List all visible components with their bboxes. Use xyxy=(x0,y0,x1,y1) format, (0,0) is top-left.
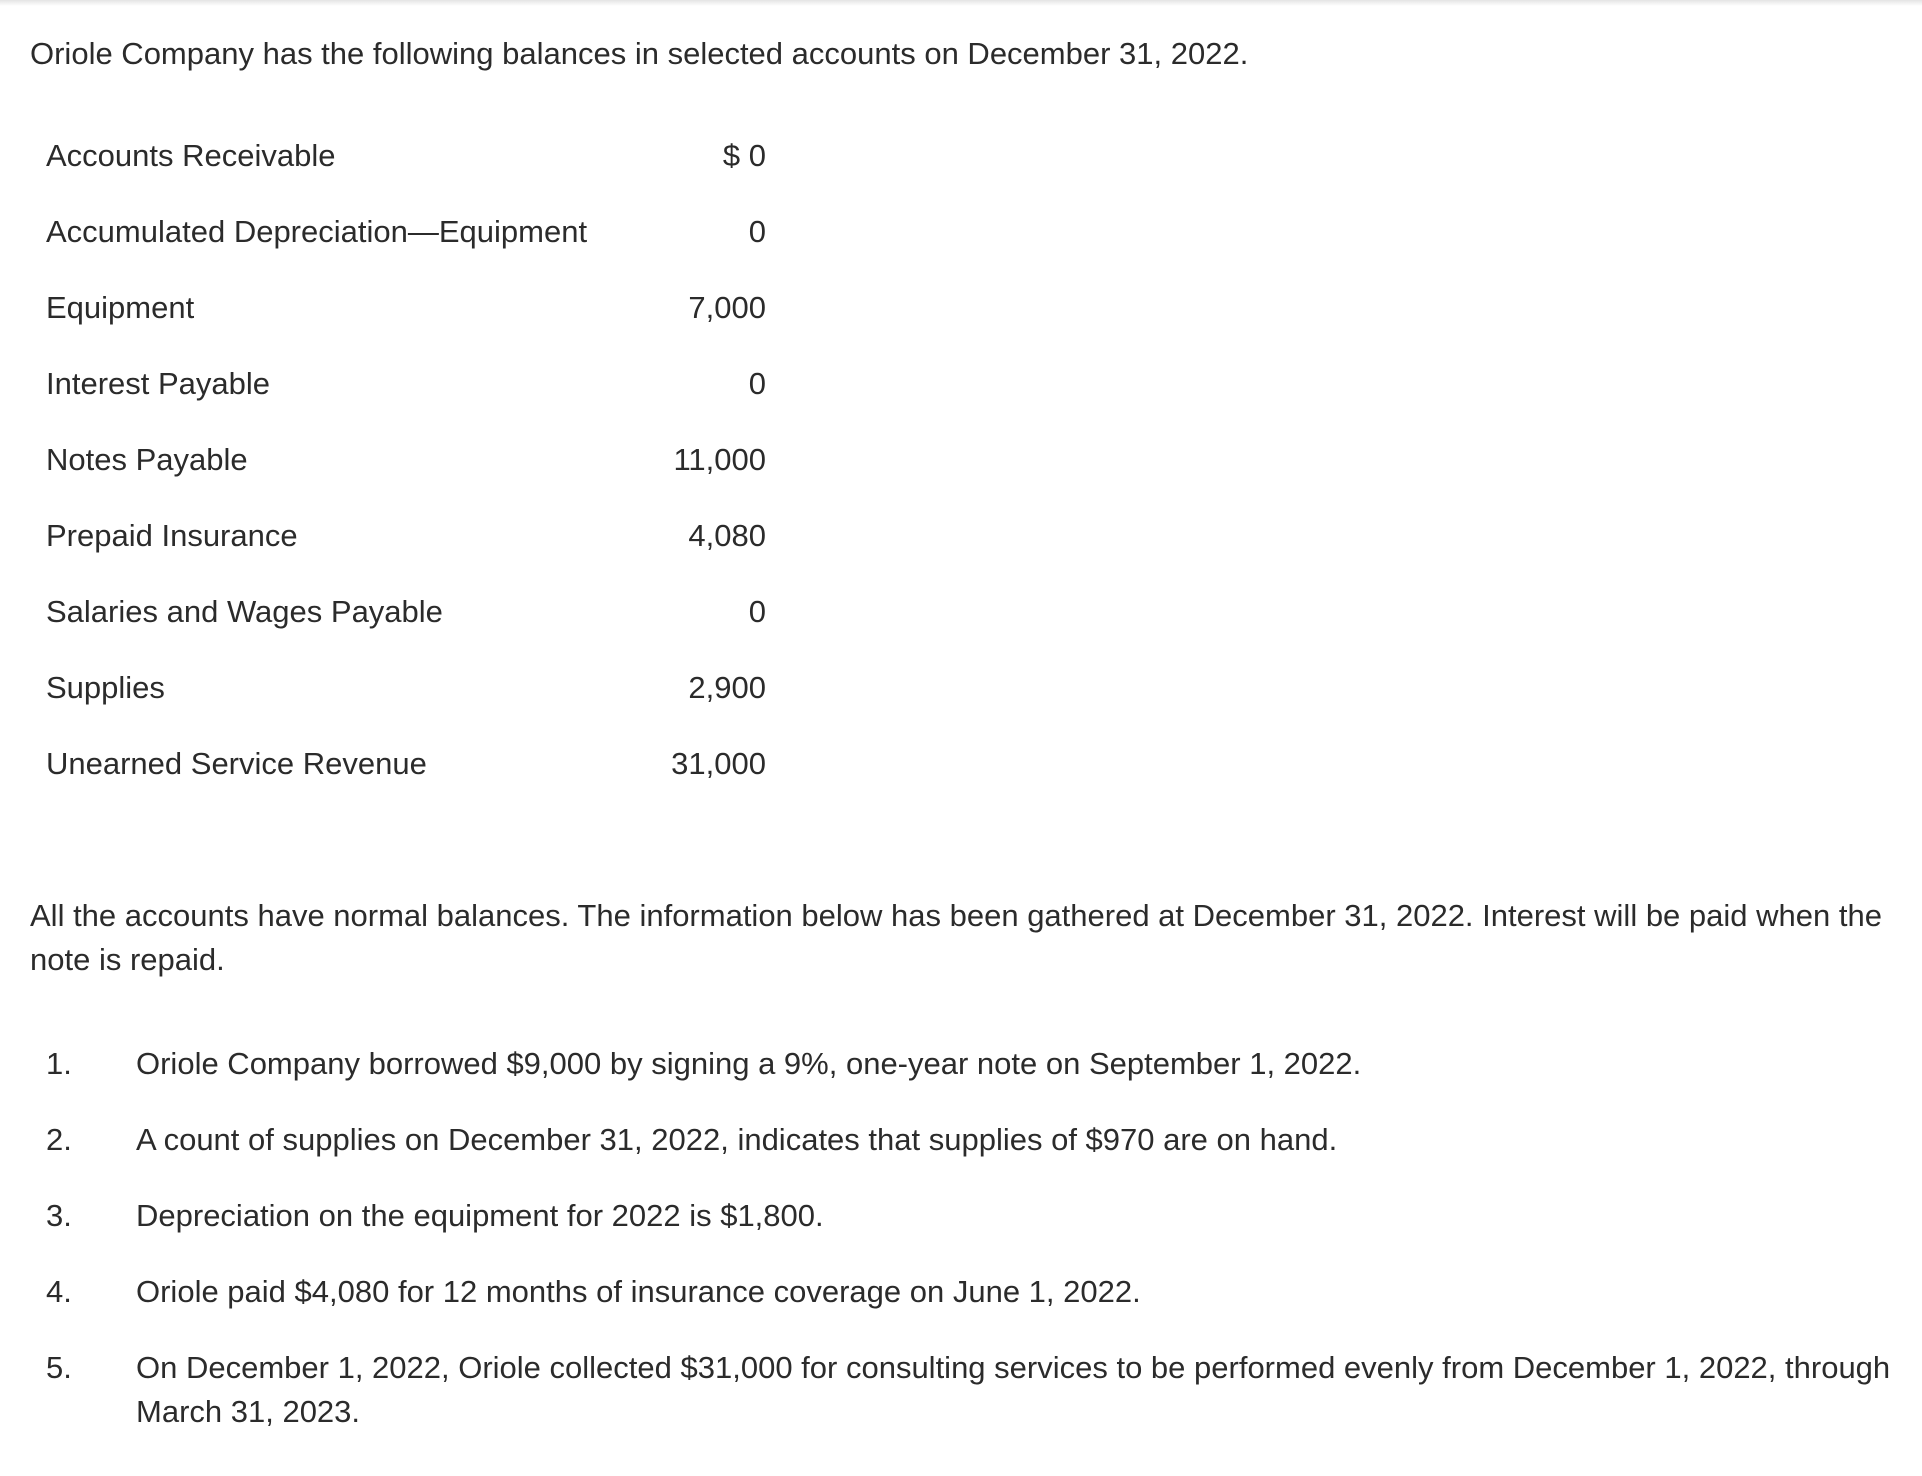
account-name: Interest Payable xyxy=(46,366,271,401)
item-text: Depreciation on the equipment for 2022 is $1,800. xyxy=(136,1198,824,1233)
account-name: Equipment xyxy=(46,290,195,325)
balance-row xyxy=(46,736,766,812)
balance-row xyxy=(46,660,766,736)
account-balance: 2,900 xyxy=(688,670,766,705)
balance-row xyxy=(46,128,766,204)
item-text: A count of supplies on December 31, 2022, indicates that supplies of $970 are on hand. xyxy=(136,1122,1338,1157)
account-name: Accumulated Depreciation—Equipment xyxy=(46,214,588,249)
item-text: Oriole paid $4,080 for 12 months of insurance coverage on June 1, 2022. xyxy=(136,1274,1141,1309)
account-balance: 4,080 xyxy=(688,518,766,553)
balance-row xyxy=(46,508,766,584)
list-item xyxy=(46,1042,1906,1118)
account-balance: 0 xyxy=(748,366,766,401)
balance-row xyxy=(46,584,766,660)
item-number: 3. xyxy=(46,1198,72,1233)
info-note: All the accounts have normal balances. The information below has been gathered at December 31, 2022. Interest will be paid when the note is repaid. xyxy=(30,898,1882,977)
account-balance: 0 xyxy=(748,214,766,249)
account-name: Accounts Receivable xyxy=(46,138,336,173)
balance-row xyxy=(46,204,766,280)
account-balance: $ 0 xyxy=(722,138,766,173)
account-name: Salaries and Wages Payable xyxy=(46,594,443,629)
item-text: On December 1, 2022, Oriole collected $31,000 for consulting services to be performed evenly from December 1, 2022, through March 31, 2023. xyxy=(136,1350,1891,1429)
balances-table xyxy=(46,128,766,812)
balance-row xyxy=(46,280,766,356)
intro-text: Oriole Company has the following balances in selected accounts on December 31, 2022. xyxy=(30,36,1249,71)
balance-row xyxy=(46,432,766,508)
balance-row xyxy=(46,356,766,432)
item-number: 2. xyxy=(46,1122,72,1157)
account-balance: 0 xyxy=(748,594,766,629)
item-number: 5. xyxy=(46,1350,72,1385)
top-shadow xyxy=(0,0,1922,6)
item-number: 1. xyxy=(46,1046,72,1081)
list-item xyxy=(46,1194,1906,1270)
item-number: 4. xyxy=(46,1274,72,1309)
account-name: Unearned Service Revenue xyxy=(46,746,427,781)
account-name: Supplies xyxy=(46,670,165,705)
account-balance: 11,000 xyxy=(673,442,766,477)
list-item xyxy=(46,1270,1906,1346)
account-balance: 31,000 xyxy=(671,746,766,781)
account-name: Notes Payable xyxy=(46,442,248,477)
adjustment-list xyxy=(46,1042,1906,1434)
item-text: Oriole Company borrowed $9,000 by signing a 9%, one-year note on September 1, 2022. xyxy=(136,1046,1362,1081)
account-name: Prepaid Insurance xyxy=(46,518,298,553)
list-item xyxy=(46,1118,1906,1194)
account-balance: 7,000 xyxy=(688,290,766,325)
list-item xyxy=(46,1346,1906,1434)
